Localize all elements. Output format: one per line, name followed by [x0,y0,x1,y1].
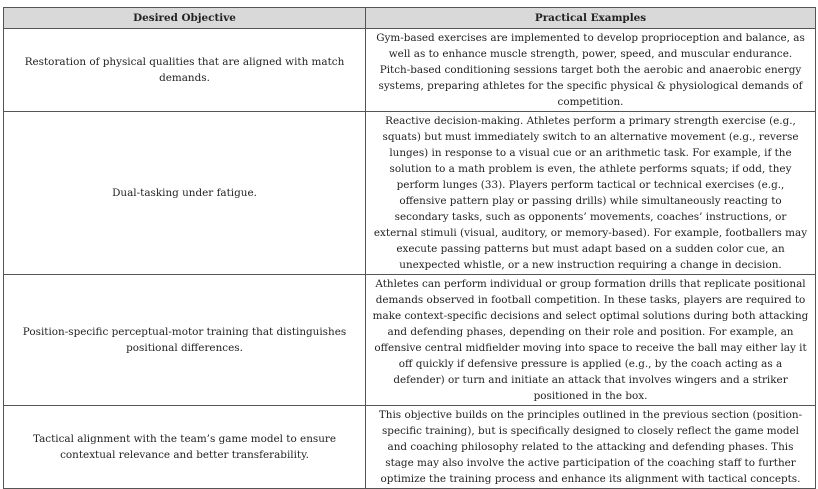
objective-cell: Restoration of physical qualities that are aligned with match demands. [4,29,366,112]
header-practical-examples: Practical Examples [366,8,816,29]
objective-cell: Dual-tasking under fatigue. [4,112,366,275]
objective-cell: Tactical alignment with the team’s game model to ensure contextual relevance and better transferability. [4,406,366,489]
example-cell: Reactive decision-making. Athletes perform a primary strength exercise (e.g., squats) but must immediately switch to an alternative movement (e.g., reverse lunges) in response to a visual cue or an arithmetic task. For example, if the solution to a math problem is even, the athlete performs squats; if odd, they perform lunges (33). Players perform tactical or technical exercises (e.g., offensive pattern play or passing drills) while simultaneously reacting to secondary tasks, such as opponents’ movements, coaches’ instructions, or external stimuli (visual, auditory, or memory-based). For example, footballers may execute passing patterns but must adapt based on a sudden color cue, an unexpected whistle, or a new instruction requiring a change in decision. [366,112,816,275]
table-header-row [4,8,816,29]
objectives-table [3,7,816,489]
example-cell: Gym-based exercises are implemented to develop proprioception and balance, as well as to enhance muscle strength, power, speed, and muscular endurance. Pitch-based conditioning sessions target both the aerobic and anaerobic energy systems, preparing athletes for the specific physical & physiological demands of competition. [366,29,816,112]
header-desired-objective: Desired Objective [4,8,366,29]
table-row [4,29,816,112]
table-row [4,275,816,406]
objective-cell: Position-specific perceptual-motor training that distinguishes positional differences. [4,275,366,406]
example-cell: This objective builds on the principles outlined in the previous section (position-specific training), but is specifically designed to closely reflect the game model and coaching philosophy related to the attacking and defending phases. This stage may also involve the active participation of the coaching staff to further optimize the training process and enhance its alignment with tactical concepts. [366,406,816,489]
table-row [4,406,816,489]
example-cell: Athletes can perform individual or group formation drills that replicate positional demands observed in football competition. In these tasks, players are required to make context-specific decisions and select optimal solutions during both attacking and defending phases, depending on their role and position. For example, an offensive central midfielder moving into space to receive the ball may either lay it off quickly if defensive pressure is applied (e.g., by the coach acting as a defender) or turn and initiate an attack that involves wingers and a striker positioned in the box. [366,275,816,406]
table-row [4,112,816,275]
